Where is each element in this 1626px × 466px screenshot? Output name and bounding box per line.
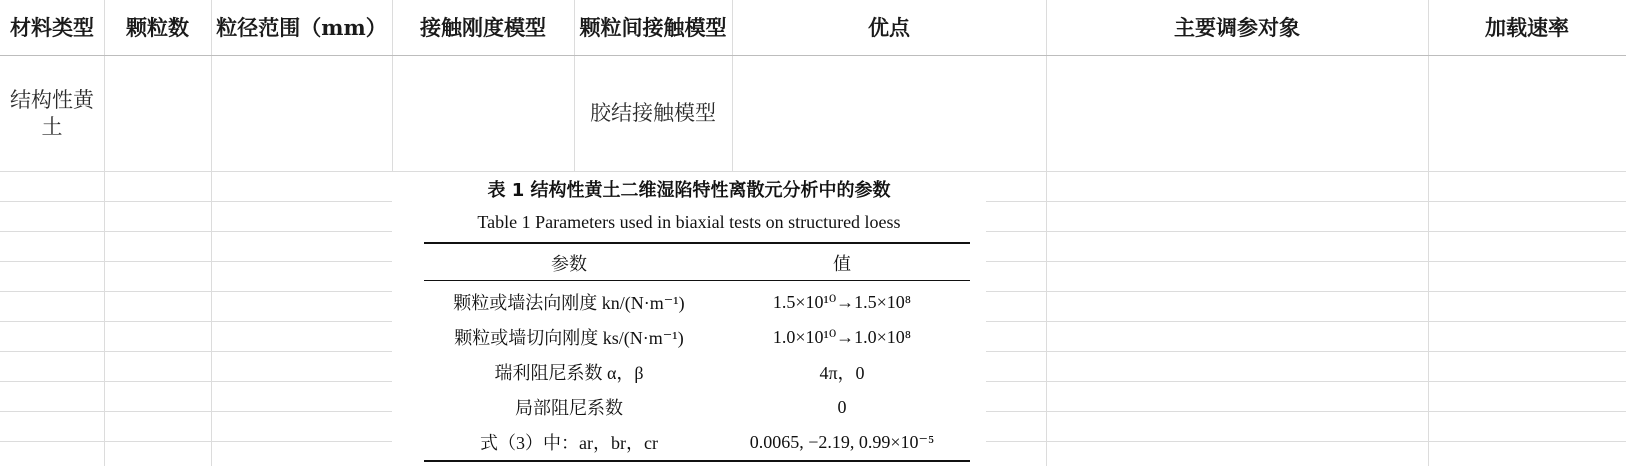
table-top-rule	[424, 242, 970, 244]
table-head-rule	[424, 280, 970, 281]
param-shear-stiffness: 颗粒或墙切向刚度 ks/(N·m⁻¹)	[454, 328, 684, 348]
value-rayleigh-damping: 4π，0	[819, 363, 865, 383]
header-particle-size-range[interactable]: 粒径范围（mm）	[216, 15, 387, 40]
table-row	[424, 425, 970, 459]
table-head-param: 参数	[551, 254, 587, 274]
value-equation-3: 0.0065, −2.19, 0.99×10⁻⁵	[749, 431, 935, 452]
table-head-row	[424, 246, 970, 280]
param-normal-stiffness: 颗粒或墙法向刚度 kn/(N·m⁻¹)	[453, 293, 685, 313]
header-contact-stiffness-model[interactable]: 接触刚度模型	[420, 15, 546, 40]
header-interparticle-contact-model[interactable]: 颗粒间接触模型	[579, 15, 727, 40]
table-row	[424, 320, 970, 354]
param-rayleigh-damping: 瑞利阻尼系数 α，β	[494, 363, 644, 383]
value-local-damping: 0	[837, 396, 847, 417]
header-main-tuning-objects[interactable]: 主要调参对象	[1174, 15, 1300, 40]
table-head-value: 值	[833, 254, 851, 274]
param-equation-3: 式（3）中：ar，br，cr	[480, 433, 658, 453]
value-normal-stiffness: 1.5×10¹⁰→1.5×10⁸	[772, 291, 912, 312]
header-particle-count[interactable]: 颗粒数	[126, 15, 189, 40]
table-caption-en: Table 1 Parameters used in biaxial tests on structured loess	[477, 212, 901, 232]
embedded-parameter-table	[392, 172, 986, 466]
header-material-type[interactable]: 材料类型	[10, 15, 94, 40]
header-advantages[interactable]: 优点	[868, 15, 910, 40]
table-bottom-rule	[424, 460, 970, 462]
param-local-damping: 局部阻尼系数	[515, 398, 623, 418]
cell-contact-model[interactable]: 胶结接触模型	[590, 101, 716, 125]
cell-material-type[interactable]: 结构性黄土	[10, 87, 94, 139]
table-row	[424, 285, 970, 319]
value-shear-stiffness: 1.0×10¹⁰→1.0×10⁸	[772, 326, 912, 347]
header-loading-rate[interactable]: 加载速率	[1485, 15, 1569, 40]
table-caption-cn: 表 1 结构性黄土二维湿陷特性离散元分析中的参数	[487, 180, 891, 201]
table-row	[424, 355, 970, 389]
table-row	[424, 390, 970, 424]
